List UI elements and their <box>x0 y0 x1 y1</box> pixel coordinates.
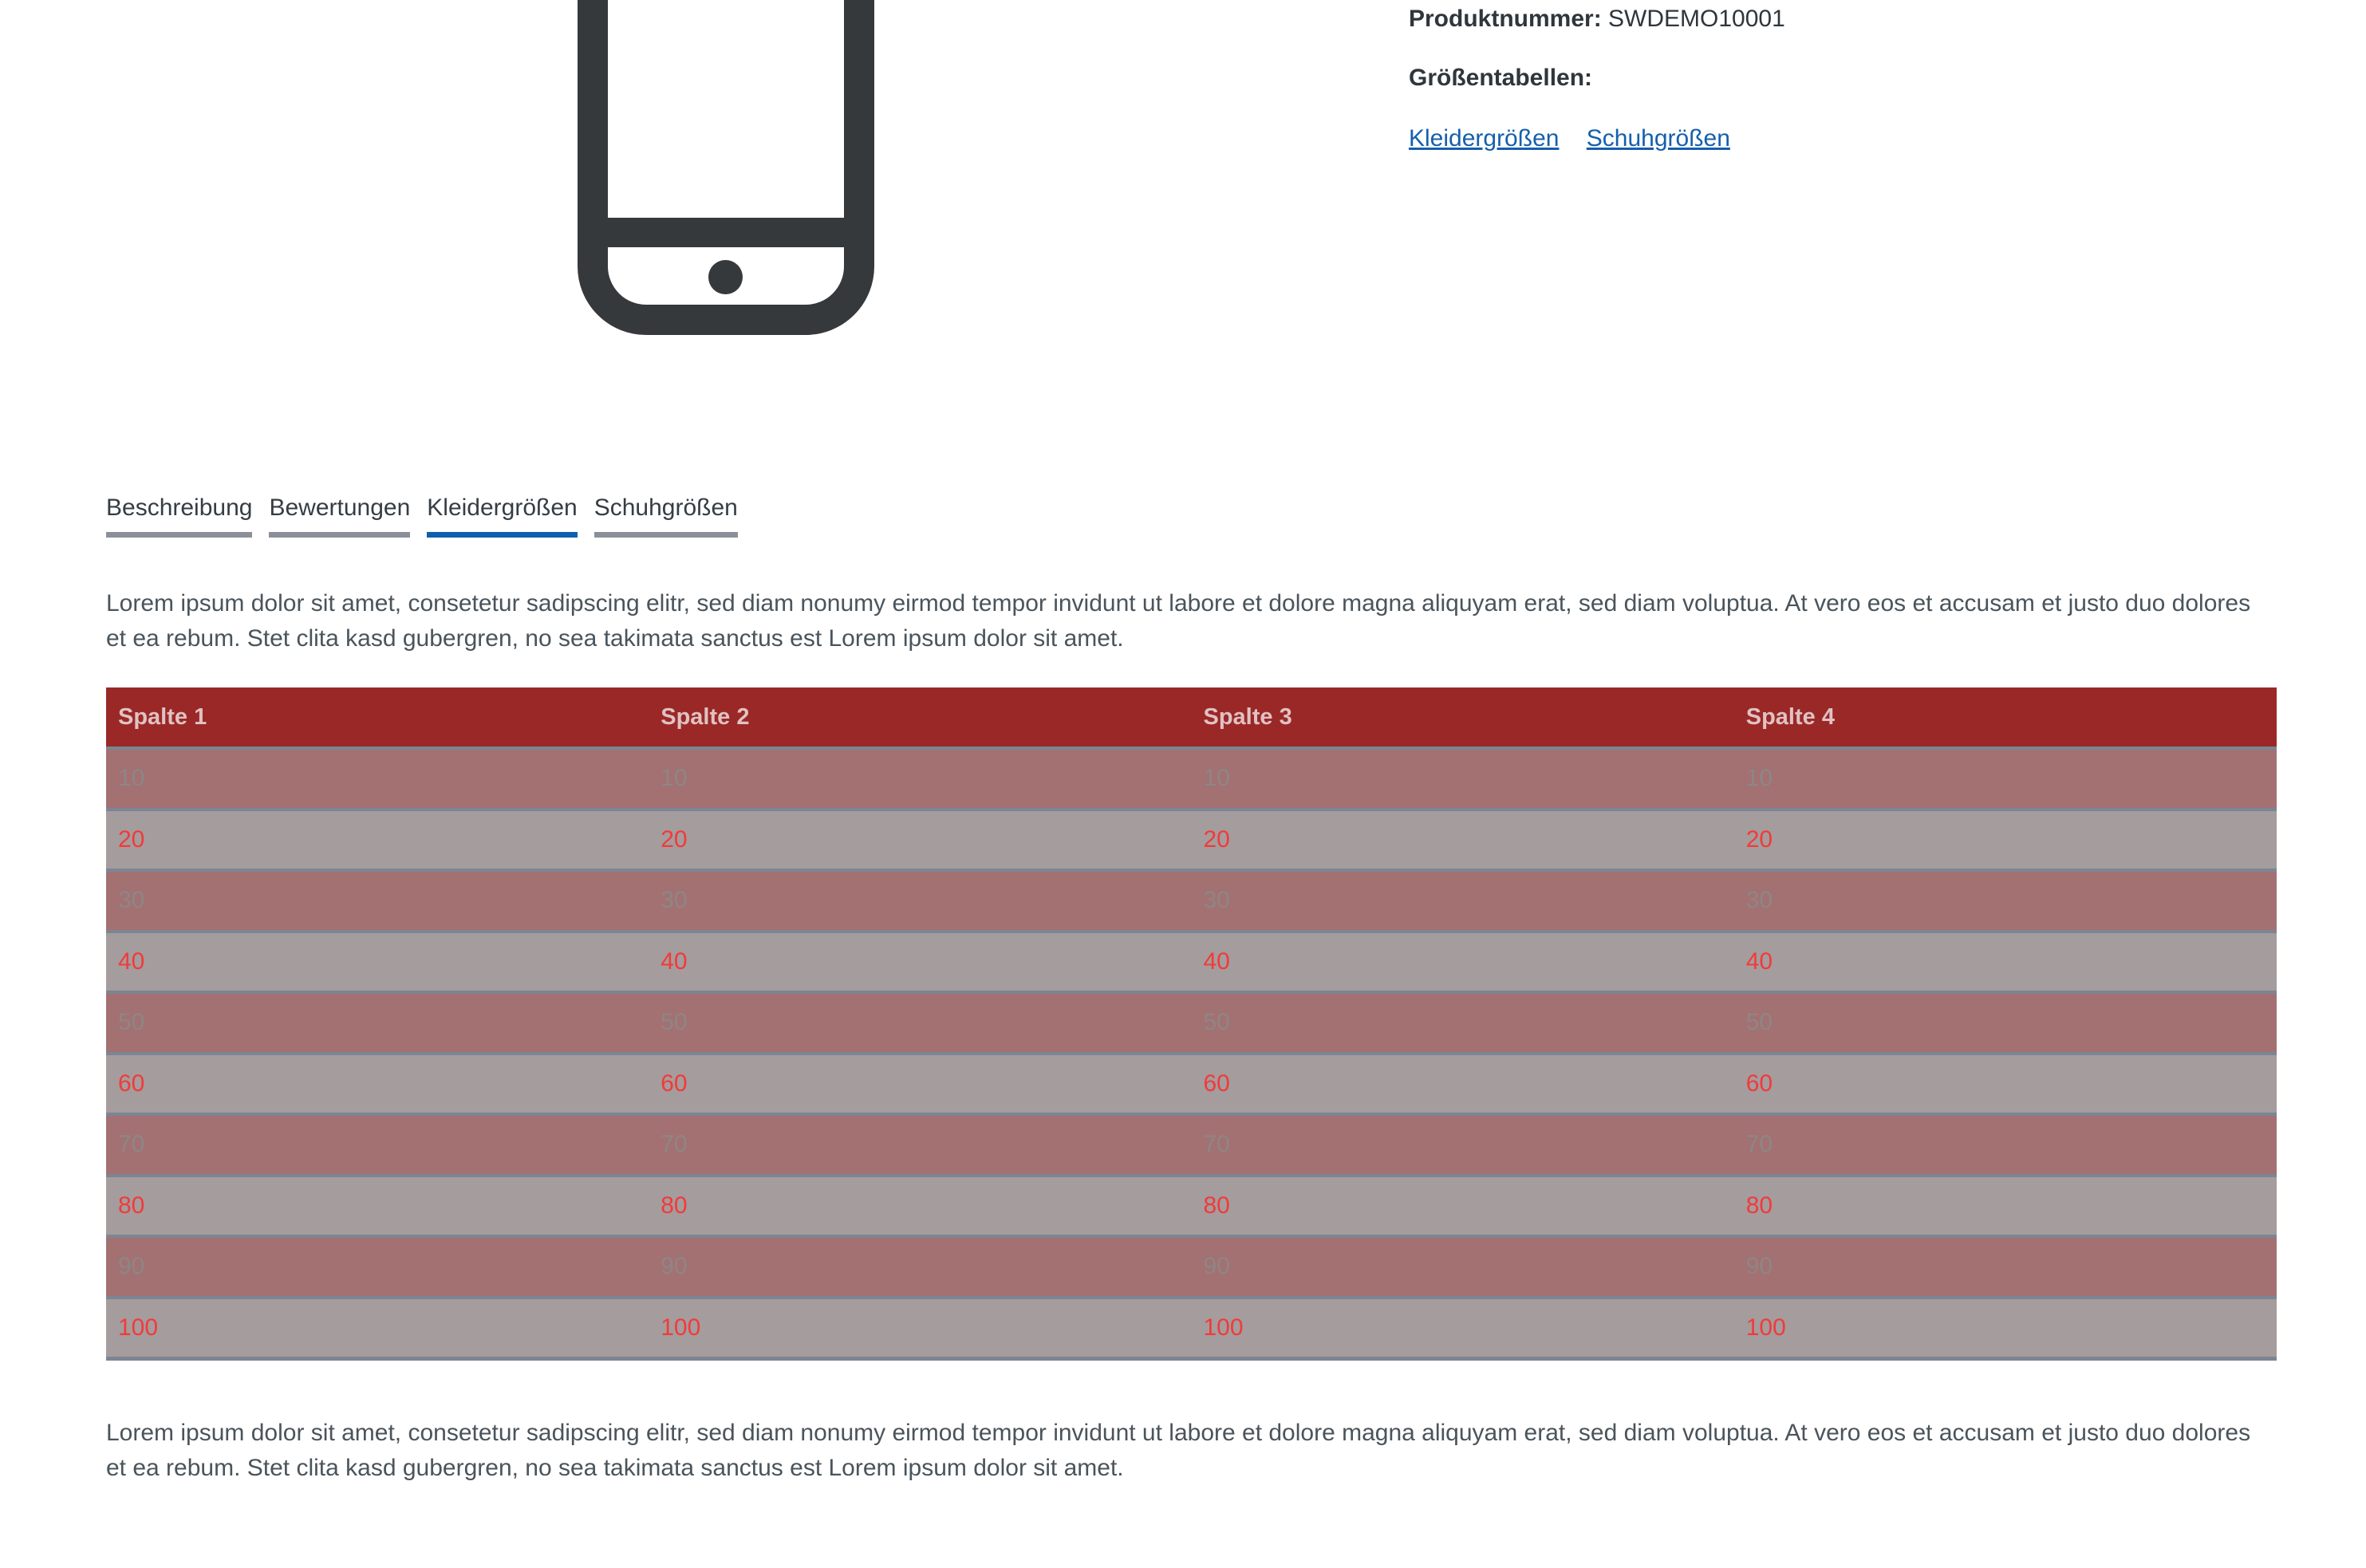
table-cell: 70 <box>118 1131 145 1158</box>
table-cell: 30 <box>661 887 688 914</box>
table-cell: 30 <box>118 887 145 914</box>
size-table-header-row <box>106 687 2277 747</box>
description-paragraph-top: Lorem ipsum dolor sit amet, consetetur sadipscing elitr, sed diam nonumy eirmod tempor invidunt ut labore et dolore magna aliquyam erat, sed diam voluptua. At vero eos et accusam et justo duo dolores et ea rebum. Stet clita kasd gubergren, no sea takimata sanctus est Lorem ipsum dolor sit amet. <box>106 590 2251 652</box>
size-table <box>106 687 2277 1361</box>
table-cell: 20 <box>1203 825 1230 853</box>
table-cell: 90 <box>1203 1253 1230 1280</box>
table-cell: 30 <box>1745 887 1773 914</box>
table-cell: 70 <box>661 1131 688 1158</box>
table-cell: 80 <box>1203 1192 1230 1219</box>
table-row <box>106 808 2277 869</box>
table-cell: 50 <box>661 1009 688 1036</box>
smartphone-home-button <box>708 260 743 294</box>
table-cell: 60 <box>661 1070 688 1097</box>
table-cell: 60 <box>1203 1070 1230 1097</box>
table-cell: 20 <box>118 825 145 853</box>
table-cell: 40 <box>1203 947 1230 975</box>
tab-kleidergroessen[interactable]: Kleidergrößen <box>427 494 577 538</box>
table-cell: 80 <box>661 1192 688 1219</box>
table-row <box>106 1296 2277 1357</box>
table-cell: 60 <box>118 1070 145 1097</box>
table-cell: 60 <box>1745 1070 1773 1097</box>
table-cell: 70 <box>1203 1131 1230 1158</box>
table-row <box>106 1052 2277 1113</box>
product-number-label: Produktnummer: <box>1409 6 1602 32</box>
buy-box <box>1409 3 1785 155</box>
table-cell: 10 <box>1203 765 1230 792</box>
table-cell: 20 <box>1745 825 1773 853</box>
link-schuhgroessen[interactable]: Schuhgrößen <box>1586 125 1730 152</box>
table-cell: 50 <box>1203 1009 1230 1036</box>
table-cell: 100 <box>661 1314 701 1341</box>
product-number-line <box>1409 3 1785 35</box>
table-cell: 90 <box>661 1253 688 1280</box>
description-paragraph-bottom: Lorem ipsum dolor sit amet, consetetur sadipscing elitr, sed diam nonumy eirmod tempor invidunt ut labore et dolore magna aliquyam erat, sed diam voluptua. At vero eos et accusam et justo duo dolores et ea rebum. Stet clita kasd gubergren, no sea takimata sanctus est Lorem ipsum dolor sit amet. <box>106 1420 2251 1481</box>
smartphone-screen-divider <box>608 218 844 247</box>
tab-bewertungen[interactable]: Bewertungen <box>269 494 410 538</box>
table-cell: 90 <box>118 1253 145 1280</box>
product-number-value: SWDEMO10001 <box>1608 6 1785 32</box>
table-cell: 30 <box>1203 887 1230 914</box>
table-cell: 80 <box>1745 1192 1773 1219</box>
table-cell: 40 <box>118 947 145 975</box>
table-row <box>106 991 2277 1052</box>
table-cell: 50 <box>1745 1009 1773 1036</box>
table-cell: 100 <box>1203 1314 1244 1341</box>
table-cell: 80 <box>118 1192 145 1219</box>
table-cell: 100 <box>118 1314 159 1341</box>
table-cell: 40 <box>1745 947 1773 975</box>
tab-beschreibung[interactable]: Beschreibung <box>106 494 252 538</box>
table-row <box>106 747 2277 808</box>
table-cell: 50 <box>118 1009 145 1036</box>
table-cell: 70 <box>1745 1131 1773 1158</box>
table-row <box>106 869 2277 930</box>
table-cell: 10 <box>661 765 688 792</box>
table-header-cell: Spalte 1 <box>118 703 207 730</box>
size-table-links <box>1409 123 1785 155</box>
table-row <box>106 1113 2277 1174</box>
table-cell: 100 <box>1745 1314 1786 1341</box>
link-kleidergroessen[interactable]: Kleidergrößen <box>1409 125 1560 152</box>
table-header-cell: Spalte 2 <box>661 703 750 730</box>
table-row <box>106 1174 2277 1235</box>
table-cell: 10 <box>118 765 145 792</box>
table-cell: 40 <box>661 947 688 975</box>
table-cell: 10 <box>1745 765 1773 792</box>
size-tables-label: Größentabellen: <box>1409 65 1593 91</box>
table-cell: 90 <box>1745 1253 1773 1280</box>
product-image <box>578 0 874 335</box>
table-cell: 20 <box>661 825 688 853</box>
table-header-cell: Spalte 4 <box>1745 703 1835 730</box>
table-row <box>106 930 2277 991</box>
tab-schuhgroessen[interactable]: Schuhgrößen <box>594 494 738 538</box>
size-table-body <box>106 747 2277 1357</box>
table-row <box>106 1235 2277 1296</box>
table-header-cell: Spalte 3 <box>1203 703 1292 730</box>
product-tabs <box>106 494 738 538</box>
